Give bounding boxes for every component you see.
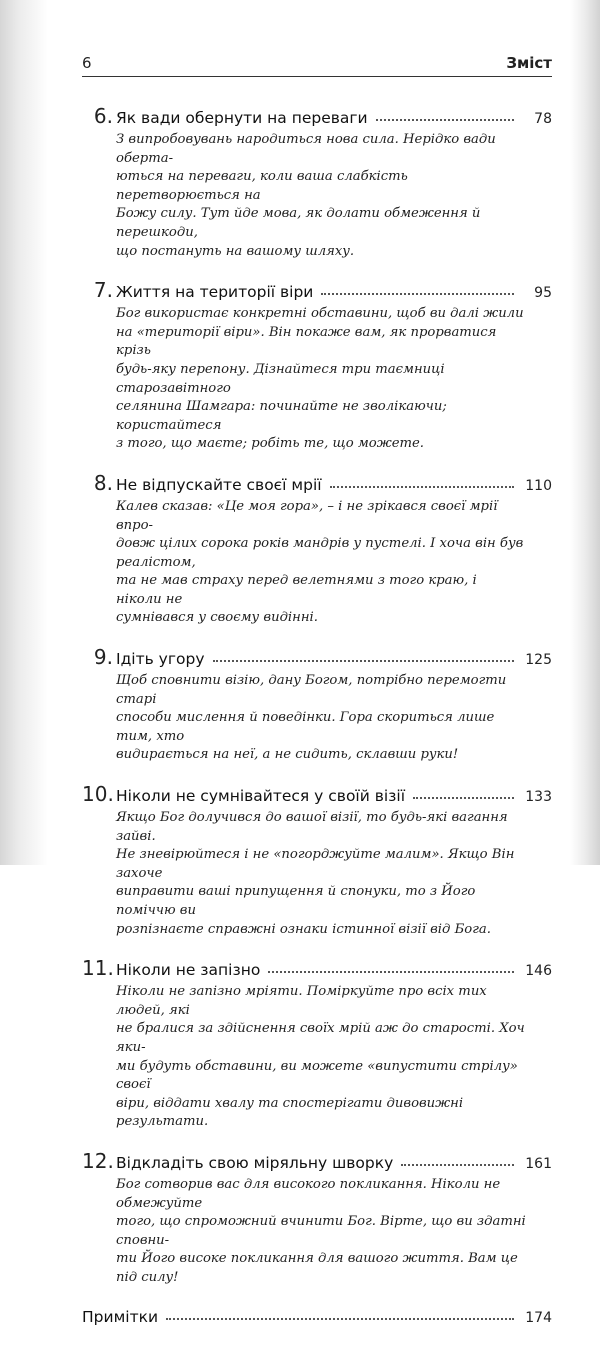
dot-leader xyxy=(166,1317,514,1320)
description-line: Якщо Бог долучився до вашої візії, то будь-які вагання зайві. xyxy=(116,810,508,844)
description-line: віри, віддати хвалу та спостерігати дивовижні результати. xyxy=(116,1095,464,1130)
table-of-contents xyxy=(82,103,552,1346)
chapter-number: 8. xyxy=(93,470,113,495)
description-line: Щоб сповнити візію, дану Богом, потрібно перемогти старі xyxy=(116,673,507,707)
chapter-page: 78 xyxy=(534,111,552,127)
chapter-description xyxy=(116,809,526,939)
chapter-title[interactable]: Як вади обернути на переваги xyxy=(116,109,368,127)
toc-entry-10[interactable] xyxy=(82,781,552,939)
description-line: Божу силу. Тут йде мова, як долати обмеження й перешкоди, xyxy=(116,206,481,240)
chapter-number: 7. xyxy=(93,278,113,303)
description-line: того, що спроможний вчинити Бог. Вірте, що ви здатні сповни- xyxy=(116,1214,526,1248)
chapter-description xyxy=(116,1176,526,1288)
chapter-number: 6. xyxy=(93,104,113,128)
chapter-number: 11. xyxy=(82,956,114,981)
chapter-number: 12. xyxy=(82,1148,114,1173)
description-line: Не зневірюйтеся і не «погорджуйте малим». Якщо Він захоче xyxy=(116,847,515,881)
toc-entry-8[interactable] xyxy=(82,470,552,628)
chapter-page: 110 xyxy=(525,477,552,494)
chapter-description xyxy=(116,498,526,628)
page-header xyxy=(82,50,552,72)
chapter-number: 10. xyxy=(82,782,114,807)
dot-leader xyxy=(213,659,515,662)
toc-entry-9[interactable] xyxy=(82,644,552,765)
description-line: ми будуть обставини, ви можете «випустити стрілу» своєї xyxy=(116,1058,518,1093)
dot-leader xyxy=(376,118,514,121)
chapter-title[interactable]: Відкладіть свою міряльну шворку xyxy=(116,1153,394,1172)
toc-entry-6[interactable] xyxy=(82,103,552,261)
chapter-description xyxy=(116,305,526,454)
section-title: Зміст xyxy=(506,54,552,72)
description-line: з того, що маєте; робіть те, що можете. xyxy=(116,436,424,452)
description-line: що постануть на вашому шляху. xyxy=(116,243,355,259)
header-rule xyxy=(82,76,552,77)
toc-entry-12[interactable] xyxy=(82,1148,552,1288)
toc-entry-11[interactable] xyxy=(82,955,552,1132)
dot-leader xyxy=(321,292,514,295)
chapter-page: 95 xyxy=(534,285,552,302)
toc-entry-notes[interactable] xyxy=(82,1304,552,1330)
description-line: на «території віри». Він покаже вам, як прорватися крізь xyxy=(116,324,497,359)
description-line: Ніколи не запізно мріяти. Поміркуйте про всіх тих людей, які xyxy=(116,984,487,1018)
dot-leader xyxy=(268,970,514,973)
description-line: сумнівався у своєму видінні. xyxy=(116,610,318,626)
chapter-page: 146 xyxy=(525,963,552,980)
description-line: Бог використає конкретні обставини, щоб ви далі жили xyxy=(116,306,524,322)
notes-page: 174 xyxy=(525,1309,552,1326)
chapter-title[interactable]: Життя на території віри xyxy=(116,283,314,302)
description-line: та не мав страху перед велетнями з того краю, і ніколи не xyxy=(116,573,477,607)
chapter-title[interactable]: Ніколи не сумнівайтеся у своїй візії xyxy=(116,787,406,806)
description-line: виправити ваші припущення й спонуки, то з Його поміччю ви xyxy=(116,884,476,918)
dot-leader xyxy=(330,485,514,488)
notes-title[interactable]: Примітки xyxy=(82,1307,159,1326)
chapter-description xyxy=(116,131,526,261)
dot-leader xyxy=(401,1163,514,1166)
chapter-title[interactable]: Не відпускайте своєї мрії xyxy=(116,475,322,494)
description-line: довж цілих сорока років мандрів у пустелі. І хоча він був реалістом, xyxy=(116,536,524,570)
description-line: Бог сотворив вас для високого покликання. Ніколи не обмежуйте xyxy=(116,1176,501,1211)
description-line: розпізнаєте справжні ознаки істинної візії від Бога. xyxy=(116,921,491,937)
description-line: будь-яку перепону. Дізнайтеся три таємниці старозавітного xyxy=(116,361,445,396)
description-line: З випробовувань народиться нова сила. Нерідко вади оберта- xyxy=(116,132,496,166)
description-line: ються на переваги, коли ваша слабкість перетворюється на xyxy=(116,169,408,203)
description-line: видирається на неї, а не сидить, склавши руки! xyxy=(116,747,459,763)
description-line: не бралися за здійснення своїх мрій аж до старості. Хоч яки- xyxy=(116,1021,525,1055)
page-number: 6 xyxy=(82,54,92,72)
chapter-page: 133 xyxy=(525,789,552,806)
description-line: селянина Шамгара: починайте не зволікаючи; користайтеся xyxy=(116,399,447,433)
chapter-title[interactable]: Ідіть угору xyxy=(116,650,205,669)
chapter-number: 9. xyxy=(93,645,113,670)
page-edge-shadow-left xyxy=(0,0,48,865)
page-edge-shadow-right xyxy=(570,0,600,865)
toc-entry-7[interactable] xyxy=(82,277,552,454)
chapter-page: 161 xyxy=(525,1155,552,1172)
chapter-description xyxy=(116,983,526,1132)
description-line: ти Його високе покликання для вашого життя. Вам це під силу! xyxy=(116,1251,518,1285)
chapter-title[interactable]: Ніколи не запізно xyxy=(116,961,261,980)
chapter-page: 125 xyxy=(525,652,552,669)
chapter-description xyxy=(116,672,526,765)
description-line: Калев сказав: «Це моя гора», – і не зрікався своєї мрії впро- xyxy=(116,498,498,533)
description-line: способи мислення й поведінки. Гора скориться лише тим, хто xyxy=(116,710,495,744)
dot-leader xyxy=(413,796,514,799)
